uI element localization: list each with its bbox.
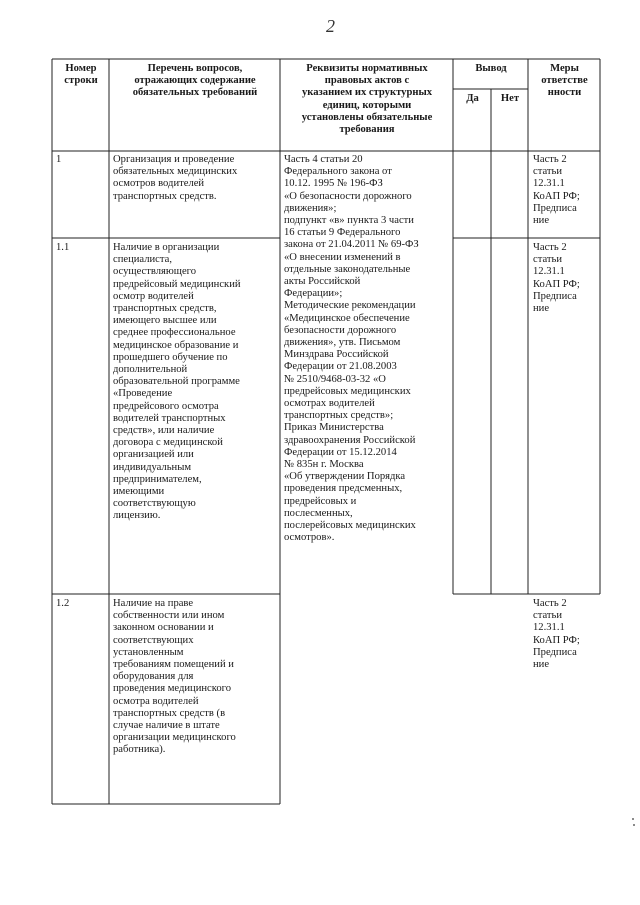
row-1-2-question: Наличие на праве собственности или ином законном основании и соответствующих установленным требованиям помещений и оборудования для проведения медицинского осмотра водителей транспортных средств (в случае наличие в штате организации медицинского работника). [113, 598, 236, 756]
row-1-2-measures: Часть 2 статьи 12.31.1 КоАП РФ; Предписа ние [533, 598, 580, 671]
header-measures: Меры ответстве нности [541, 63, 588, 99]
legal-acts-text: Часть 4 статьи 20 Федерального закона от 10.12. 1995 № 196-ФЗ «О безопасности дорожного движения»; подпункт «в» пункта 3 части 16 статьи 9 Федерального закона от 21.04.2011 № 69-ФЗ «О внесении изменений в отдельные законодательные акты Российской Федерации»; Методические рекомендации «Медицинское обеспечение безопасности дорожного движения», утв. Письмом Минздрава Российской Федерации от 21.08.2003 № 2510/9468-03-32 «О предрейсовых медицинских осмотрах водителей транспортных средств»; Приказ Министерства здравоохранения Российской Федерации от 15.12.2014 № 835н г. Москва «Об утверждении Порядка проведения предсменных, предрейсовых и послесменных, послерейсовых медицинских осмотров». [284, 154, 419, 544]
row-1-1-number: 1.1 [56, 242, 70, 253]
header-row-number: Номер строки [64, 63, 98, 87]
header-legal-acts: Реквизиты нормативных правовых актов с указанием их структурных единиц, которыми установлены обязательные требования [301, 63, 433, 136]
scan-speck [632, 818, 634, 820]
header-questions: Перечень вопросов, отражающих содержание обязательных требований [132, 63, 258, 99]
page-number: 2 [326, 16, 335, 36]
row-1-1-measures: Часть 2 статьи 12.31.1 КоАП РФ; Предписа ние [533, 242, 580, 315]
header-yes: Да [466, 93, 479, 104]
header-no: Нет [500, 93, 520, 104]
row-1-measures: Часть 2 статьи 12.31.1 КоАП РФ; Предписа ние [533, 154, 580, 227]
row-1-2-number: 1.2 [56, 598, 70, 609]
row-1-question: Организация и проведение обязательных медицинских осмотров водителей транспортных средств. [113, 154, 238, 202]
row-1-1-question: Наличие в организации специалиста, осуществляющего предрейсовый медицинский осмотр водителей транспортных средств, имеющего высшее или среднее профессиональное медицинское образование и прошедшего обучение по дополнительной образовательной программе «Проведение предрейсового осмотра водителей транспортных средств», или наличие договора с медицинской организацией или индивидуальным предпринимателем, имеющими соответствующую лицензию. [113, 242, 241, 522]
scan-speck [633, 824, 635, 826]
row-1-number: 1 [56, 154, 62, 165]
header-conclusion: Вывод [475, 63, 507, 74]
